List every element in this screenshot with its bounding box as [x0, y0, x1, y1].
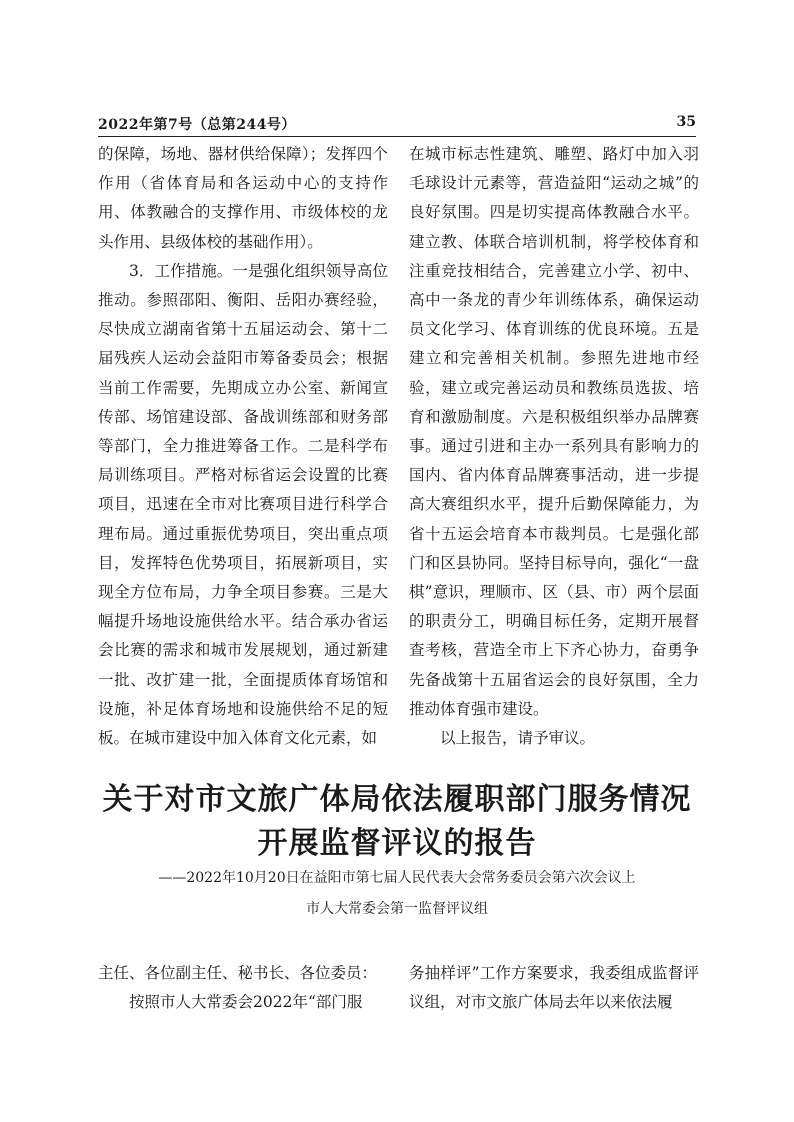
page-header [98, 114, 696, 136]
page-number: 35 [676, 114, 696, 130]
article-right-column [409, 959, 699, 1017]
article-title [60, 778, 734, 866]
issue-label: 2022年第7号（总第244号） [98, 117, 296, 133]
article-left-column [98, 959, 388, 1017]
right-column [409, 140, 699, 753]
left-column [98, 140, 388, 753]
article-subtitle-line-1: ——2022年10月20日在益阳市第七届人民代表大会常务委员会第六次会议上 [158, 870, 636, 886]
left-paragraph-1: 的保障，场地、器材供给保障）；发挥四个作用（省体育局和各运动中心的支持作用、体教融合的支撑作用、市级体校的龙头作用、县级体校的基础作用）。 [98, 145, 388, 251]
left-paragraph-2: 3．工作措施。一是强化组织领导高位推动。参照邵阳、衡阳、岳阳办赛经验，尽快成立湖南省第十五届运动会、第十二届残疾人运动会益阳市筹备委员会；根据当前工作需要，先期成立办公室、新闻宣传部、场馆建设部、备战训练部和财务部等部门，全力推进筹备工作。二是科学布局训练项目。严格对标省运会设置的比赛项目，迅速在全市对比赛项目进行科学合理布局。通过重振优势项目，突出重点项目，发挥特色优势项目，拓展新项目，实现全方位布局，力争全项目参赛。三是大幅提升场地设施供给水平。结合承办省运会比赛的需求和城市发展规划，通过新建一批、改扩建一批，全面提质体育场馆和设施，补足体育场地和设施供给不足的短板。在城市建设中加入体育文化元素，如 [98, 261, 388, 748]
header-rule [98, 136, 696, 137]
article-salutation: 主任、各位副主任、秘书长、各位委员： [98, 964, 378, 982]
right-paragraph-1: 在城市标志性建筑、雕塑、路灯中加入羽毛球设计元素等，营造益阳“运动之城”的良好氛围。四是切实提高体教融合水平。建立教、体联合培训机制，将学校体育和注重竞技相结合，完善建立小学、初中、高中一条龙的青少年训练体系，确保运动员文化学习、体育训练的优良环境。五是建立和完善相关机制。参照先进地市经验，建立或完善运动员和教练员选拔、培育和激励制度。六是积极组织举办品牌赛事。通过引进和主办一系列具有影响力的国内、省内体育品牌赛事活动，进一步提高大赛组织水平，提升后勤保障能力，为省十五运会培育本市裁判员。七是强化部门和区县协同。坚持目标导向，强化“一盘棋”意识，理顺市、区（县、市）两个层面的职责分工，明确目标任务，定期开展督查考核，营造全市上下齐心协力，奋勇争先备战第十五届省运会的良好氛围，全力推动体育强市建设。 [409, 145, 699, 718]
article-left-paragraph: 按照市人大常委会2022年“部门服 [129, 993, 363, 1012]
article-right-paragraph: 务抽样评”工作方案要求，我委组成监督评议组，对市文旅广体局去年以来依法履 [409, 964, 699, 1012]
article-title-line-1: 关于对市文旅广体局依法履职部门服务情况 [102, 782, 692, 817]
article-subtitle-line-2: 市人大常委会第一监督评议组 [306, 901, 488, 917]
article-title-line-2: 开展监督评议的报告 [257, 826, 537, 861]
right-paragraph-2: 以上报告，请予审议。 [440, 729, 596, 748]
